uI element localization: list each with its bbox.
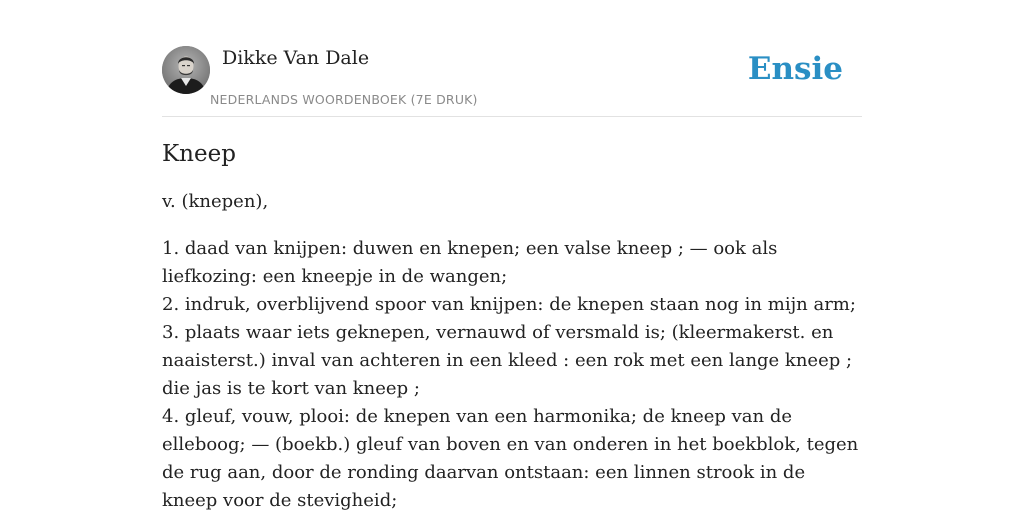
source-name[interactable]: NEDERLANDS WOORDENBOEK (7E DRUK) bbox=[210, 92, 478, 107]
author-name[interactable]: Dikke Van Dale bbox=[222, 47, 370, 69]
author-avatar[interactable] bbox=[162, 46, 210, 94]
sense-item: 1. daad van knijpen: duwen en knepen; een valse kneep ; — ook als liefkozing: een kneepje in de wangen; bbox=[162, 238, 778, 287]
brand-logo[interactable]: Ensie bbox=[747, 51, 843, 87]
entry-senses bbox=[162, 235, 862, 512]
entry-content bbox=[162, 136, 862, 512]
sense-item: 2. indruk, overblijvend spoor van knijpen: de knepen staan nog in mijn arm; bbox=[162, 294, 856, 315]
sense-item: 4. gleuf, vouw, plooi: de knepen van een harmonika; de kneep van de elleboog; — (boekb.) gleuf van boven en van onderen in het boekblok, tegen de rug aan, door de ronding daarvan ontstaan: een linnen strook in de kneep voor de stevigheid; bbox=[162, 406, 859, 511]
header bbox=[162, 0, 862, 117]
portrait-image bbox=[162, 46, 210, 94]
entry-headword: Kneep bbox=[162, 141, 236, 167]
entry-grammar: v. (knepen), bbox=[162, 191, 269, 212]
sense-item: 3. plaats waar iets geknepen, vernauwd of versmald is; (kleermakerst. en naaisterst.) inval van achteren in een kleed : een rok met een lange kneep ; die jas is te kort van kneep ; bbox=[162, 322, 853, 399]
